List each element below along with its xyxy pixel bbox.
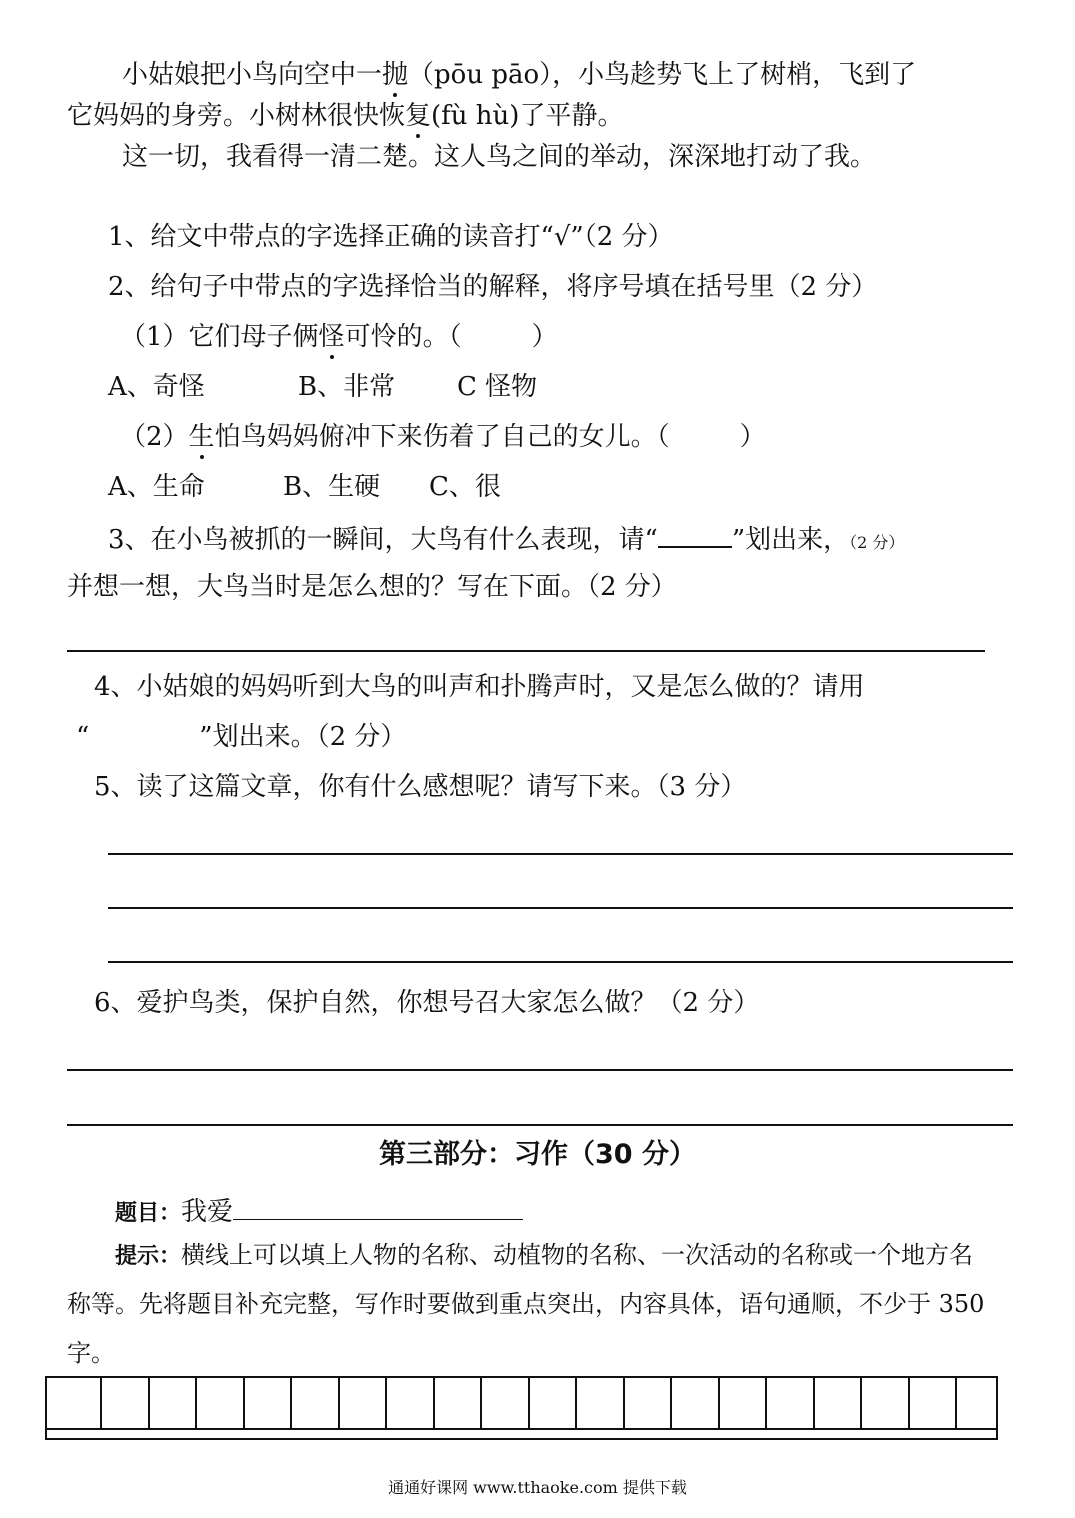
- composition-title: [115, 1195, 523, 1229]
- grid-cell[interactable]: [955, 1378, 1003, 1428]
- grid-cell[interactable]: [765, 1378, 813, 1428]
- answer-line-q5-2[interactable]: [108, 907, 1013, 909]
- grid-cell[interactable]: [718, 1378, 766, 1428]
- grid-cell[interactable]: [670, 1378, 718, 1428]
- hint-line-3: 字。: [67, 1339, 115, 1367]
- question-text: “: [76, 722, 90, 752]
- passage-line-3: 这一切，我看得一清二楚。这人鸟之间的举动，深深地打动了我。: [122, 142, 877, 172]
- question-text: ”划出来，: [731, 525, 850, 555]
- question-text: ）: [739, 422, 766, 452]
- option-b: B、生硬: [283, 472, 381, 502]
- passage-text: 它妈妈的身旁。小树林很快恢: [67, 101, 406, 131]
- question-3-line-2: 并想一想，大鸟当时是怎么想的？写在下面。（2 分）: [67, 572, 677, 602]
- grid-cell[interactable]: [528, 1378, 576, 1428]
- hint-line-1: [115, 1240, 973, 1272]
- answer-line-q5-1[interactable]: [108, 853, 1013, 855]
- grid-cell[interactable]: [243, 1378, 291, 1428]
- grid-cell[interactable]: [908, 1378, 956, 1428]
- question-text: ）: [531, 322, 558, 352]
- grid-cell[interactable]: [385, 1378, 433, 1428]
- answer-line-q6-1[interactable]: [67, 1069, 1013, 1071]
- title-label: 题目：: [115, 1201, 182, 1226]
- grid-cell[interactable]: [860, 1378, 908, 1428]
- grid-cell[interactable]: [47, 1378, 100, 1428]
- question-text: 怕鸟妈妈俯冲下来伤着了自己的女儿。（: [214, 422, 670, 452]
- question-2-2: [120, 422, 766, 452]
- grid-cell[interactable]: [195, 1378, 243, 1428]
- question-text: （2）: [120, 422, 189, 452]
- writing-grid-row: [47, 1378, 996, 1430]
- option-c: C 怪物: [457, 372, 538, 402]
- title-text: 我爱: [181, 1197, 234, 1227]
- grid-cell[interactable]: [575, 1378, 623, 1428]
- underline-sample: [658, 522, 732, 548]
- grid-cell[interactable]: [100, 1378, 148, 1428]
- hint-line-2: 称等。先将题目补充完整，写作时要做到重点突出，内容具体，语句通顺，不少于 350: [67, 1290, 985, 1318]
- grid-cell[interactable]: [480, 1378, 528, 1428]
- option-b: B、非常: [298, 372, 396, 402]
- hint-text: 横线上可以填上人物的名称、动植物的名称、一次活动的名称或一个地方名: [181, 1241, 974, 1269]
- question-2-1: [120, 322, 558, 352]
- dotted-char: 抛: [382, 60, 409, 90]
- page-footer: 通通好课网 www.tthaoke.com 提供下载: [388, 1478, 687, 1497]
- answer-line-q3[interactable]: [67, 650, 985, 652]
- option-a: A、奇怪: [108, 372, 205, 402]
- dotted-char: 生: [188, 422, 215, 452]
- question-6: 6、爱护鸟类，保护自然，你想号召大家怎么做？（2 分）: [94, 988, 760, 1018]
- grid-cell[interactable]: [290, 1378, 338, 1428]
- question-4: 4、小姑娘的妈妈听到大鸟的叫声和扑腾声时，又是怎么做的？请用: [94, 672, 865, 702]
- answer-line-q5-3[interactable]: [108, 961, 1013, 963]
- writing-grid[interactable]: [45, 1376, 998, 1440]
- title-blank[interactable]: [233, 1195, 523, 1220]
- section-heading: 第三部分：习作（30 分）: [379, 1139, 696, 1170]
- question-5: 5、读了这篇文章，你有什么感想呢？请写下来。（3 分）: [94, 772, 747, 802]
- option-c: C、很: [429, 472, 501, 502]
- grid-cell[interactable]: [148, 1378, 196, 1428]
- grid-cell[interactable]: [623, 1378, 671, 1428]
- passage-line-1: [122, 60, 916, 90]
- hint-label: 提示：: [115, 1244, 182, 1269]
- question-2: 2、给句子中带点的字选择恰当的解释，将序号填在括号里（2 分）: [108, 272, 878, 302]
- dotted-char: 复: [405, 101, 432, 131]
- passage-line-2: [67, 101, 623, 131]
- grid-cell[interactable]: [433, 1378, 481, 1428]
- question-text: ”划出来。（2 分）: [199, 722, 407, 752]
- passage-text: (fù hù)了平静。: [431, 101, 624, 131]
- grid-cell[interactable]: [338, 1378, 386, 1428]
- question-1: 1、给文中带点的字选择正确的读音打“√”（2 分）: [108, 222, 674, 252]
- question-text: 3、在小鸟被抓的一瞬间，大鸟有什么表现，请“: [108, 525, 658, 555]
- answer-line-q6-2[interactable]: [67, 1124, 1013, 1126]
- question-4-line-2: [76, 722, 406, 752]
- question-text: 可怜的。（: [344, 322, 462, 352]
- passage-text: 小姑娘把小鸟向空中一: [122, 60, 383, 90]
- question-text: （1）它们母子俩: [120, 322, 319, 352]
- score-note: （2 分）: [849, 533, 905, 552]
- option-a: A、生命: [108, 472, 205, 502]
- passage-text: （pōu pāo），小鸟趁势飞上了树梢，飞到了: [408, 60, 917, 90]
- grid-cell[interactable]: [813, 1378, 861, 1428]
- question-3: [108, 522, 904, 558]
- dotted-char: 怪: [318, 322, 345, 352]
